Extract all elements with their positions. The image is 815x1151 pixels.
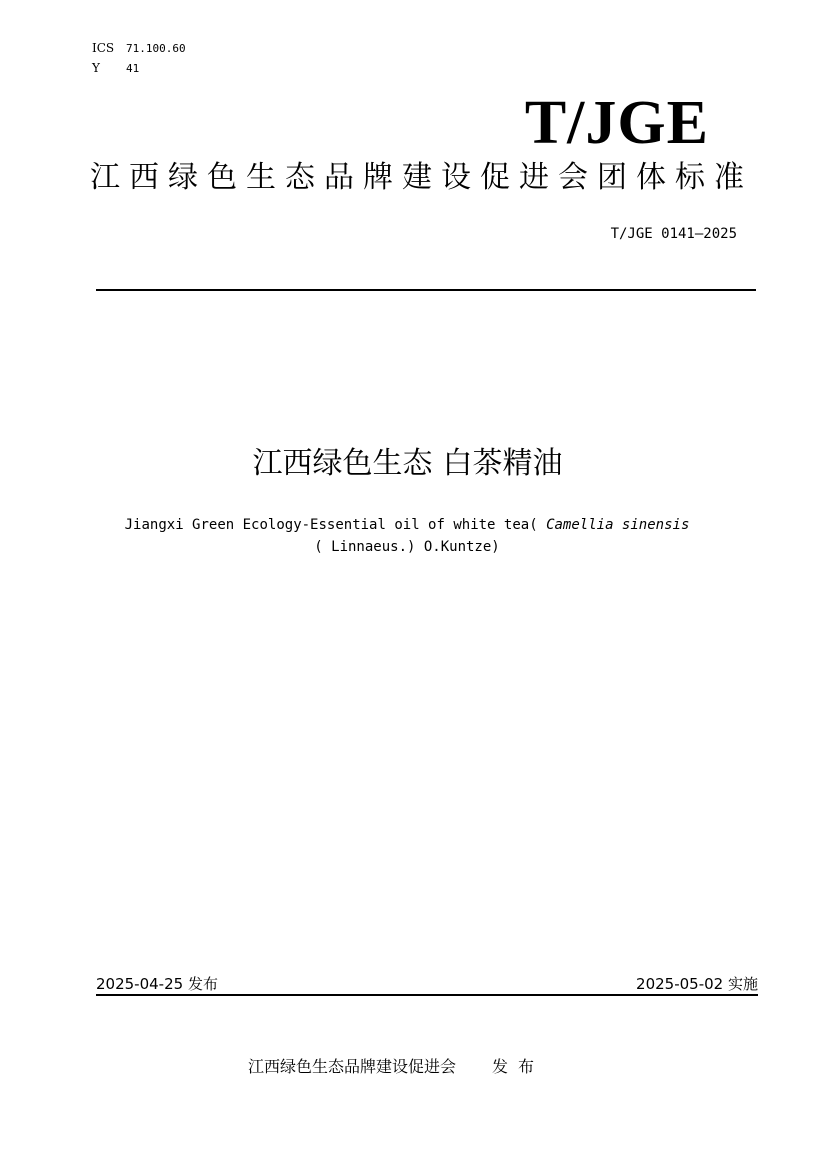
english-title [57,514,757,558]
ics-label: ICS [92,41,115,55]
ics-line [92,40,186,57]
implementation-date: 2025-05-02 实施 [636,975,758,993]
standard-logo: T/JGE [524,89,709,157]
header-rule [96,289,756,291]
issue-date: 2025-04-25 发布 [96,975,218,993]
publisher-line [248,1054,544,1077]
ics-code: 71.100.60 [126,42,186,55]
species-name: Camellia sinensis [546,517,690,533]
organization-title: 江西绿色生态品牌建设促进会团体标准 [90,160,753,195]
title-part2: 白茶精油 [442,446,563,481]
classification-line [92,60,139,77]
english-title-suffix: ( Linnaeus.) O.Kuntze) [314,539,500,555]
title-part1: 江西绿色生态 [252,446,433,481]
publisher-name: 江西绿色生态品牌建设促进会 [248,1057,457,1076]
standard-number: T/JGE 0141—2025 [610,226,737,242]
classification-label: Y [92,61,100,75]
footer-rule [96,994,758,996]
main-title [0,444,815,484]
classification-code: 41 [126,62,140,75]
publish-action: 发布 [492,1057,545,1076]
english-title-prefix: Jiangxi Green Ecology-Essential oil of white tea( [124,517,538,533]
